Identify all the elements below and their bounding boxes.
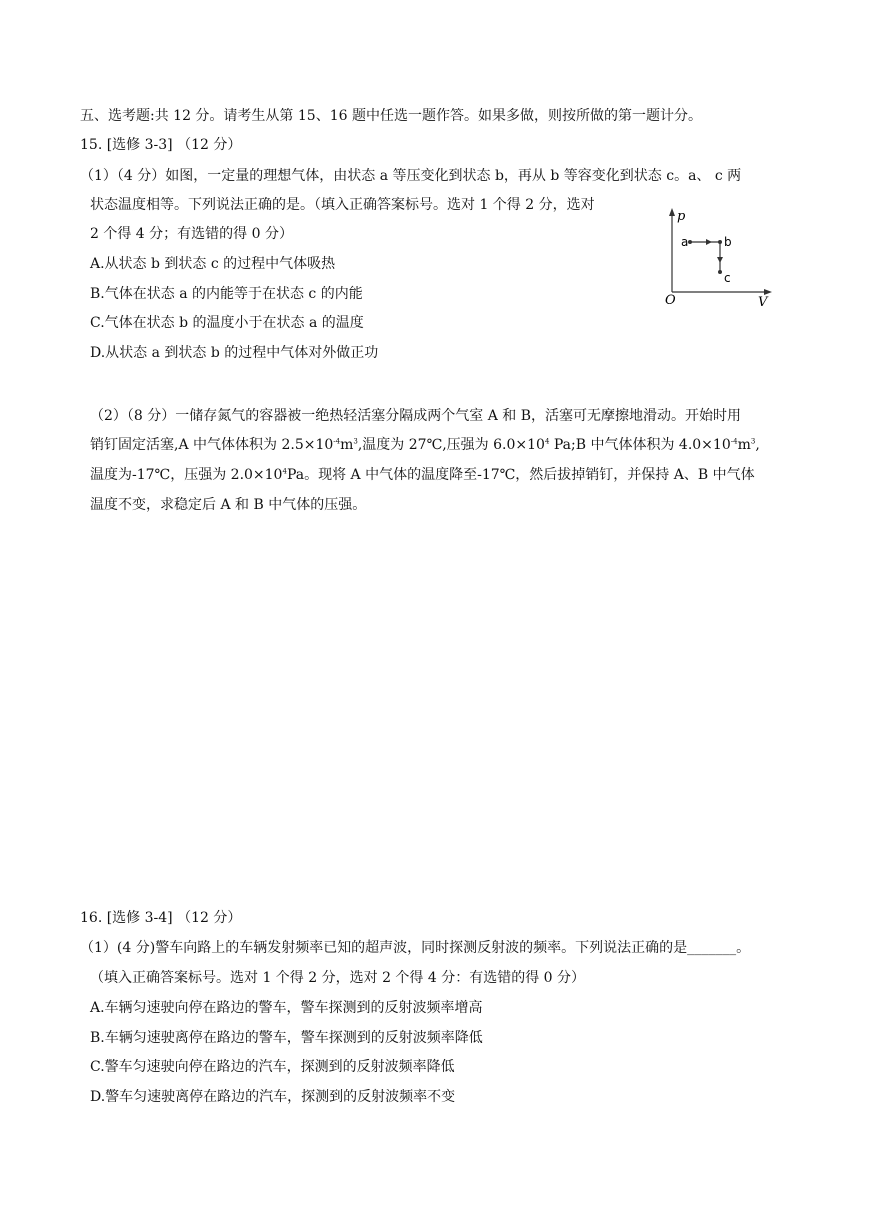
superscript: 4	[544, 437, 550, 446]
q16-option-a: A.车辆匀速驶向停在路边的警车，警车探测到的反射波频率增高	[90, 1000, 483, 1016]
arrow-a-to-b-icon	[706, 239, 712, 245]
text-segment: ,	[755, 437, 760, 453]
superscript: 4	[282, 467, 287, 476]
q16-title: 16. [选修 3-4] （12 分）	[80, 910, 242, 926]
point-c-label: c	[724, 271, 731, 285]
arrow-b-to-c-icon	[717, 257, 723, 263]
q15-part1-line2: 状态温度相等。下列说法正确的是。（填入正确答案标号。选对 1 个得 2 分，选对	[90, 197, 595, 213]
superscript: -4	[333, 437, 341, 446]
x-axis-label: V	[758, 295, 768, 310]
q15-part2-line1: （2）（8 分）一储存氮气的容器被一绝热轻活塞分隔成两个气室 A 和 B，活塞可无摩擦地滑动。开始时用	[90, 408, 742, 424]
q16-option-b: B.车辆匀速驶离停在路边的警车，警车探测到的反射波频率降低	[90, 1030, 483, 1046]
text-segment: ,温度为 27℃,压强为 6.0×10	[357, 437, 545, 453]
superscript: 3	[750, 437, 756, 446]
pv-diagram	[656, 204, 776, 310]
text-segment: m	[737, 437, 751, 453]
q15-option-d: D.从状态 a 到状态 b 的过程中气体对外做正功	[90, 345, 379, 361]
section-header: 五、选考题:共 12 分。请考生从第 15、16 题中任选一题作答。如果多做，则按所做的第一题计分。	[80, 108, 702, 124]
y-axis-arrow-icon	[669, 208, 675, 216]
q15-option-c: C.气体在状态 b 的温度小于在状态 a 的温度	[90, 315, 364, 331]
q15-part1-line1: （1）（4 分）如图，一定量的理想气体，由状态 a 等压变化到状态 b，再从 b 等容变化到状态 c。a、 c 两	[80, 168, 742, 184]
origin-label: O	[665, 293, 676, 308]
point-b	[718, 240, 722, 244]
q16-option-d: D.警车匀速驶离停在路边的汽车，探测到的反射波频率不变	[90, 1089, 456, 1105]
point-c	[718, 270, 722, 274]
point-b-label: b	[724, 235, 732, 249]
text-segment: Pa。现将 A 中气体的温度降至-17℃，然后拔掉销钉，并保持 A、B 中气体	[286, 467, 755, 483]
q15-option-b: B.气体在状态 a 的内能等于在状态 c 的内能	[90, 286, 363, 302]
q15-part1-line3: 2 个得 4 分；有选错的得 0 分）	[90, 226, 293, 242]
y-axis-label: p	[677, 209, 686, 224]
q15-part2-line2	[90, 435, 760, 455]
text-segment: 销钉固定活塞,A 中气体体积为 2.5×10	[90, 437, 334, 453]
point-a-label: a	[681, 235, 689, 249]
superscript: 3	[353, 437, 358, 446]
q16-option-c: C.警车匀速驶向停在路边的汽车，探测到的反射波频率降低	[90, 1059, 455, 1075]
q16-part1-line1: （1）(4 分)警车向路上的车辆发射频率已知的超声波，同时探测反射波的频率。下列说法正确的是_______。	[80, 940, 751, 956]
q15-title: 15. [选修 3-3] （12 分）	[80, 137, 242, 153]
text-segment: 温度为-17℃，压强为 2.0×10	[90, 467, 283, 483]
q15-part2-line4: 温度不变，求稳定后 A 和 B 中气体的压强。	[90, 497, 367, 513]
q15-option-a: A.从状态 b 到状态 c 的过程中气体吸热	[90, 256, 336, 272]
text-segment: Pa;B 中气体体积为 4.0×10	[549, 437, 731, 453]
text-segment: m	[340, 437, 354, 453]
point-a	[688, 240, 692, 244]
q15-part2-line3	[90, 465, 755, 485]
q16-part1-line2: （填入正确答案标号。选对 1 个得 2 分，选对 2 个得 4 分：有选错的得 0 分）	[90, 970, 586, 986]
superscript: -4	[730, 437, 738, 446]
